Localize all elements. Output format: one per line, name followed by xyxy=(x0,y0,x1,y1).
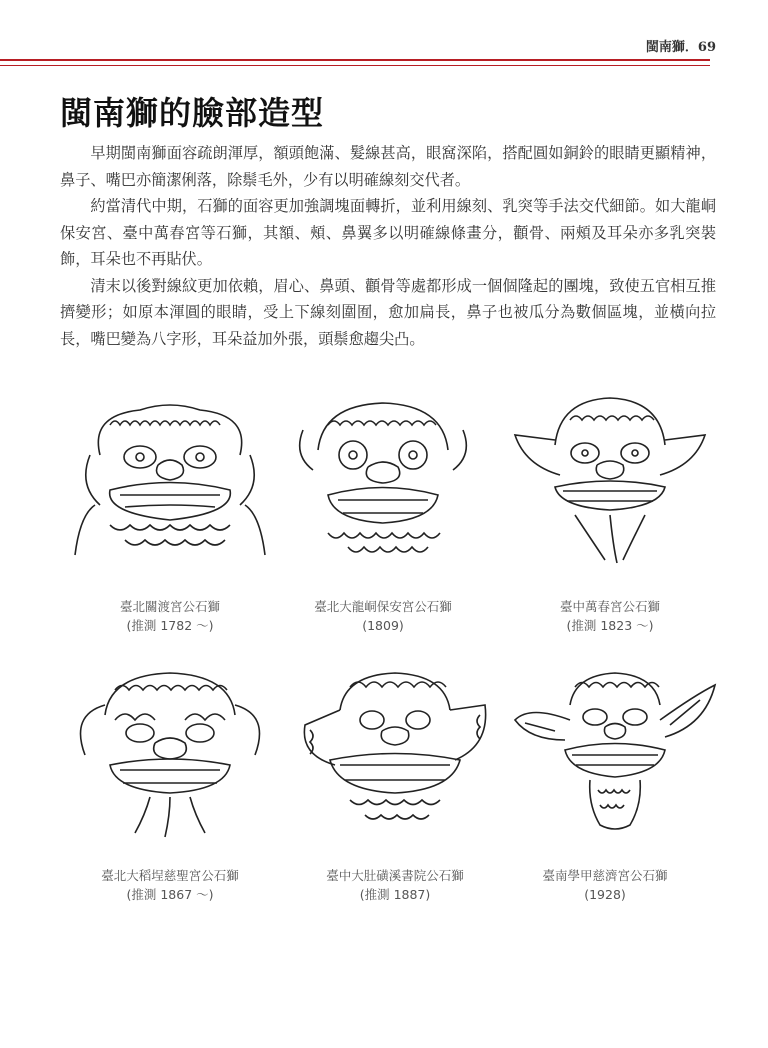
header-rule-thin xyxy=(0,65,710,66)
header-rule xyxy=(0,59,710,61)
caption-date: (推測 1782 ～) xyxy=(126,618,214,633)
lion-figure-5 xyxy=(280,665,510,840)
figure-caption-4 xyxy=(55,866,285,904)
lion-face-sketch-icon xyxy=(510,665,720,840)
figure-caption-5 xyxy=(280,866,510,904)
caption-title: 臺北大稻埕慈聖宮公石獅 xyxy=(101,868,239,883)
caption-date: (推測 1867 ～) xyxy=(126,887,214,902)
lion-face-sketch-icon xyxy=(505,395,715,565)
figure-caption-6 xyxy=(490,866,720,904)
lion-face-sketch-icon xyxy=(65,665,275,840)
paragraph-1: 早期閩南獅面容疏朗渾厚，額頭飽滿、髮線甚高，眼窩深陷，搭配圓如銅鈴的眼睛更顯精神，鼻子、嘴巴亦簡潔俐落，除鬃毛外，少有以明確線刻交代者。 xyxy=(60,144,716,189)
lion-face-sketch-icon xyxy=(290,665,500,840)
caption-date: (推測 1887) xyxy=(359,887,431,902)
caption-title: 臺中大肚磺溪書院公石獅 xyxy=(326,868,464,883)
caption-date: (1809) xyxy=(362,618,404,633)
lion-face-sketch-icon xyxy=(70,395,270,565)
caption-title: 臺南學甲慈濟宮公石獅 xyxy=(542,868,668,883)
lion-figure-3 xyxy=(495,395,725,565)
lion-figure-6 xyxy=(500,665,730,840)
caption-title: 臺北關渡宮公石獅 xyxy=(119,599,220,614)
figure-caption-3 xyxy=(495,597,725,635)
figure-caption-2 xyxy=(268,597,498,635)
caption-date: (1928) xyxy=(584,887,626,902)
caption-title: 臺中萬春宮公石獅 xyxy=(559,599,660,614)
body-text xyxy=(60,140,716,352)
lion-figure-2 xyxy=(268,395,498,565)
page-title: 閩南獅的臉部造型 xyxy=(60,94,325,132)
caption-date: (推測 1823 ～) xyxy=(566,618,654,633)
lion-figure-4 xyxy=(55,665,285,840)
lion-figure-1 xyxy=(55,395,285,565)
paragraph-2: 約當清代中期，石獅的面容更加強調塊面轉折，並利用線刻、乳突等手法交代細節。如大龍峒保安宮、臺中萬春宮等石獅，其額、頰、鼻翼多以明確線條畫分，顴骨、兩頰及耳朵亦多乳突裝飾，耳朵也不再貼伏。 xyxy=(60,197,716,268)
paragraph-3: 清末以後對線紋更加依賴，眉心、鼻頭、顴骨等處都形成一個個隆起的團塊，致使五官相互推擠變形；如原本渾圓的眼睛，受上下線刻圍囿，愈加扁長，鼻子也被瓜分為數個區塊，並橫向拉長，嘴巴變為八字形，耳朵益加外張，頭鬃愈趨尖凸。 xyxy=(60,276,716,348)
lion-face-sketch-icon xyxy=(283,395,483,565)
running-head: 閩南獅．69 xyxy=(645,40,716,55)
figure-caption-1 xyxy=(55,597,285,635)
caption-title: 臺北大龍峒保安宮公石獅 xyxy=(314,599,452,614)
